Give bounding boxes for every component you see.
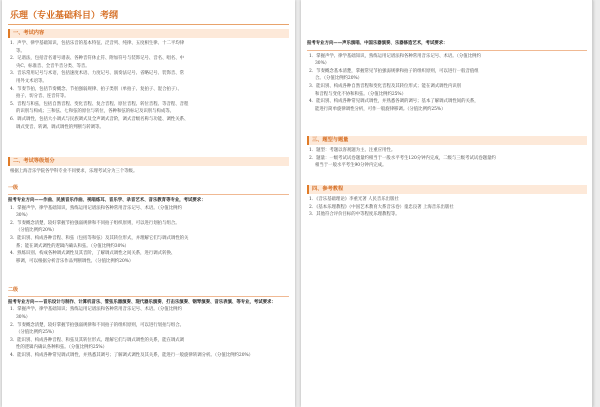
text-line: 根据上海音乐学院各学科专业不同要求，乐理考试分为三个等级。 [10, 169, 138, 174]
text-line: 30%） [16, 315, 31, 320]
text-line: 1．掌握声学、律学基础知识，熟练运用记谱法和各种常用音乐记号、术语。（分值比例约 [10, 205, 182, 211]
text-line: 3．能识别、构成各种音程、和弦及其转位形式。理解它们与调式调性的关系，能在调式调 [10, 337, 185, 343]
section-question-types [307, 136, 587, 170]
section-exam-levels [8, 157, 289, 176]
text-line: 5．音程与和弦，包括自然音程、变化音程、复合音程、原位音程、转位音程、等音程、音程 [10, 101, 189, 107]
page-title: 乐理（专业基础科目）考纲 [10, 11, 119, 21]
text-line: 2．记谱法，包括音名谱号谱表、各种音符休止符、附加符号与装饰记号、音名、唱名、中 [10, 56, 185, 62]
text-line: 和音程与变化不协和和弦。（分值比例约25%） [315, 91, 406, 97]
text-line: 能进行简单旋律调性分析，可作一般旋律移调。（分值比例约25%） [315, 106, 446, 112]
text-line: 等。 [16, 48, 25, 54]
text-line: 1．《音乐基础理论》李重光著 人民音乐出版社 [309, 197, 399, 202]
level-target: 报考专业方向——音乐设计与制作、计算机音乐、管弦乐器演奏、现代器乐演奏、打击乐演奏、钢琴演奏、音乐表演、等专业，考试要求： [8, 300, 276, 305]
text-line: 3．其他符合评价目标的中等程度乐理教程等。 [309, 212, 400, 218]
text-line: 的识别与构成；三和弦、七和弦的原位与转位，各种和弦的标记及识别与构成等。 [16, 109, 175, 115]
text-line: 系；能在调式调性的逻辑内确认和弦。（分值比例约30%） [16, 243, 129, 249]
text-line: 4．节奏节拍，包括节奏概念、节拍强弱规律、拍子类别（单拍子、复拍子、混合拍子）、 [10, 86, 182, 92]
text-line: 3．音乐常用记号与术语，包括速度术语、力度记号、演奏法记号、省略记号、装饰音、常 [10, 71, 185, 77]
right-page [301, 0, 593, 407]
text-line: 3．能识别、构成各种音程、和弦（包括等和弦）及其转位形式，并理解它们与调式调性的关 [10, 235, 189, 241]
section-heading: 一、考试内容 [8, 29, 289, 38]
page-edge [592, 0, 593, 407]
text-line: 3．能识别、构成各种自然音程和变化音程及其转位形式；能在调式调性内识别 [309, 83, 462, 89]
text-line: 1．题型：考题以客观题为主、注重应用性。 [309, 148, 396, 153]
level-two [8, 286, 289, 359]
text-line: 6．调式调性，包括大小调式与民族调式及全声调式音阶，调式音级名称与功能、调性关系、 [10, 116, 189, 122]
text-line: 合。（分值比例约20%） [315, 76, 363, 82]
text-line: 调式变音、转调、调式调性的判断与转调等。 [16, 124, 104, 130]
text-line: 相当于一般水平考生90分钟内完成。 [315, 163, 387, 169]
text-line: 4．熟练识别、构成各种调式调性及其音阶，了解调式调性之间关系，进行调式转换、 [10, 251, 176, 257]
text-line: 4．能识别、构成各种常见调式调性，并熟悉各调的调号；基本了解调式调性间的关系， [309, 99, 479, 105]
level-three [307, 40, 587, 113]
text-line: 性的逻辑内确认各种和弦。（分值比例约25%） [16, 345, 107, 351]
text-line: 4．能识别、构成各种常见调式调性，并熟悉其调号；了解调式调性及其关系，能进行一般旋律转调分析。（分值比例约20%） [10, 352, 254, 358]
section-references [307, 185, 587, 219]
text-line: 1．掌握声学、律学基础知识，熟练运用记谱法和各种常用音乐记号、术语。（分值比例约 [309, 53, 481, 59]
divider [8, 296, 289, 297]
text-line: （分值比例约20%） [16, 228, 57, 234]
text-line: 拍子、切分音、连音符等。 [16, 94, 69, 100]
section-heading: 三、题型与题量 [307, 136, 587, 145]
section-heading: 二、考试等级划分 [8, 157, 289, 166]
text-line: 2．节奏概念清楚，较好掌握节拍强弱规律和不同拍子组织原则，可以进行划拍与组合。 [10, 220, 180, 226]
text-line: 1．声学、律学基础知识，包括乐音的基本特征、泛音列、纯律、五度相生律、十二平均律 [10, 41, 185, 46]
references-list [307, 196, 587, 219]
text-line: 1．掌握声学、律学基础知识；熟练运用记谱法和各种常用音乐记号、术语。（分值比例约 [10, 307, 182, 313]
section-heading: 四、参考教程 [307, 185, 587, 194]
level-one [8, 184, 289, 265]
level-target: 报考专业方向——作曲、民族音乐作曲、视唱练耳、音乐学、录音艺术、音乐教育等专业，考试要求： [8, 198, 206, 203]
text-line: 30%） [315, 61, 330, 67]
exam-content-list [8, 40, 289, 131]
title-divider [8, 24, 289, 25]
text-line: 移调，可以根据分析音乐作品判断调性。（分值比例约20%） [16, 258, 134, 264]
text-line: 2．节奏概念基本清楚，掌握常见节拍强弱规律和拍子的组织原则，可以进行一般音值组 [309, 68, 479, 74]
text-line: 2．节奏概念清楚，较好掌握节拍强弱规律和不同拍子的组织原则，可以进行划拍与组合。 [10, 322, 185, 328]
text-line: 用外文术语等。 [16, 78, 47, 84]
level-heading: 二级 [8, 287, 19, 293]
section-exam-content [8, 29, 289, 131]
text-line: 30%） [16, 213, 31, 219]
level-heading: 一级 [8, 185, 19, 191]
text-line: （分值比例约25%） [16, 330, 57, 336]
level-target: 报考专业方向——声乐演唱、中国乐器演奏、乐器修造艺术，考试要求： [307, 41, 448, 46]
text-line: 2．《基本乐理教程》（中国艺术教育大系音乐卷）童忠良著 上海音乐出版社 [309, 204, 454, 210]
question-types-list [307, 147, 587, 170]
text-line: 央C、标准音、全音半音分类、等音。 [16, 63, 90, 69]
left-page [2, 0, 295, 407]
text-line: 2．题量：一级考试试卷题量约相当于一般水平考生120分钟内完成，二级与三级考试试卷题量约 [309, 155, 496, 161]
divider [8, 194, 289, 195]
divider [307, 50, 587, 51]
